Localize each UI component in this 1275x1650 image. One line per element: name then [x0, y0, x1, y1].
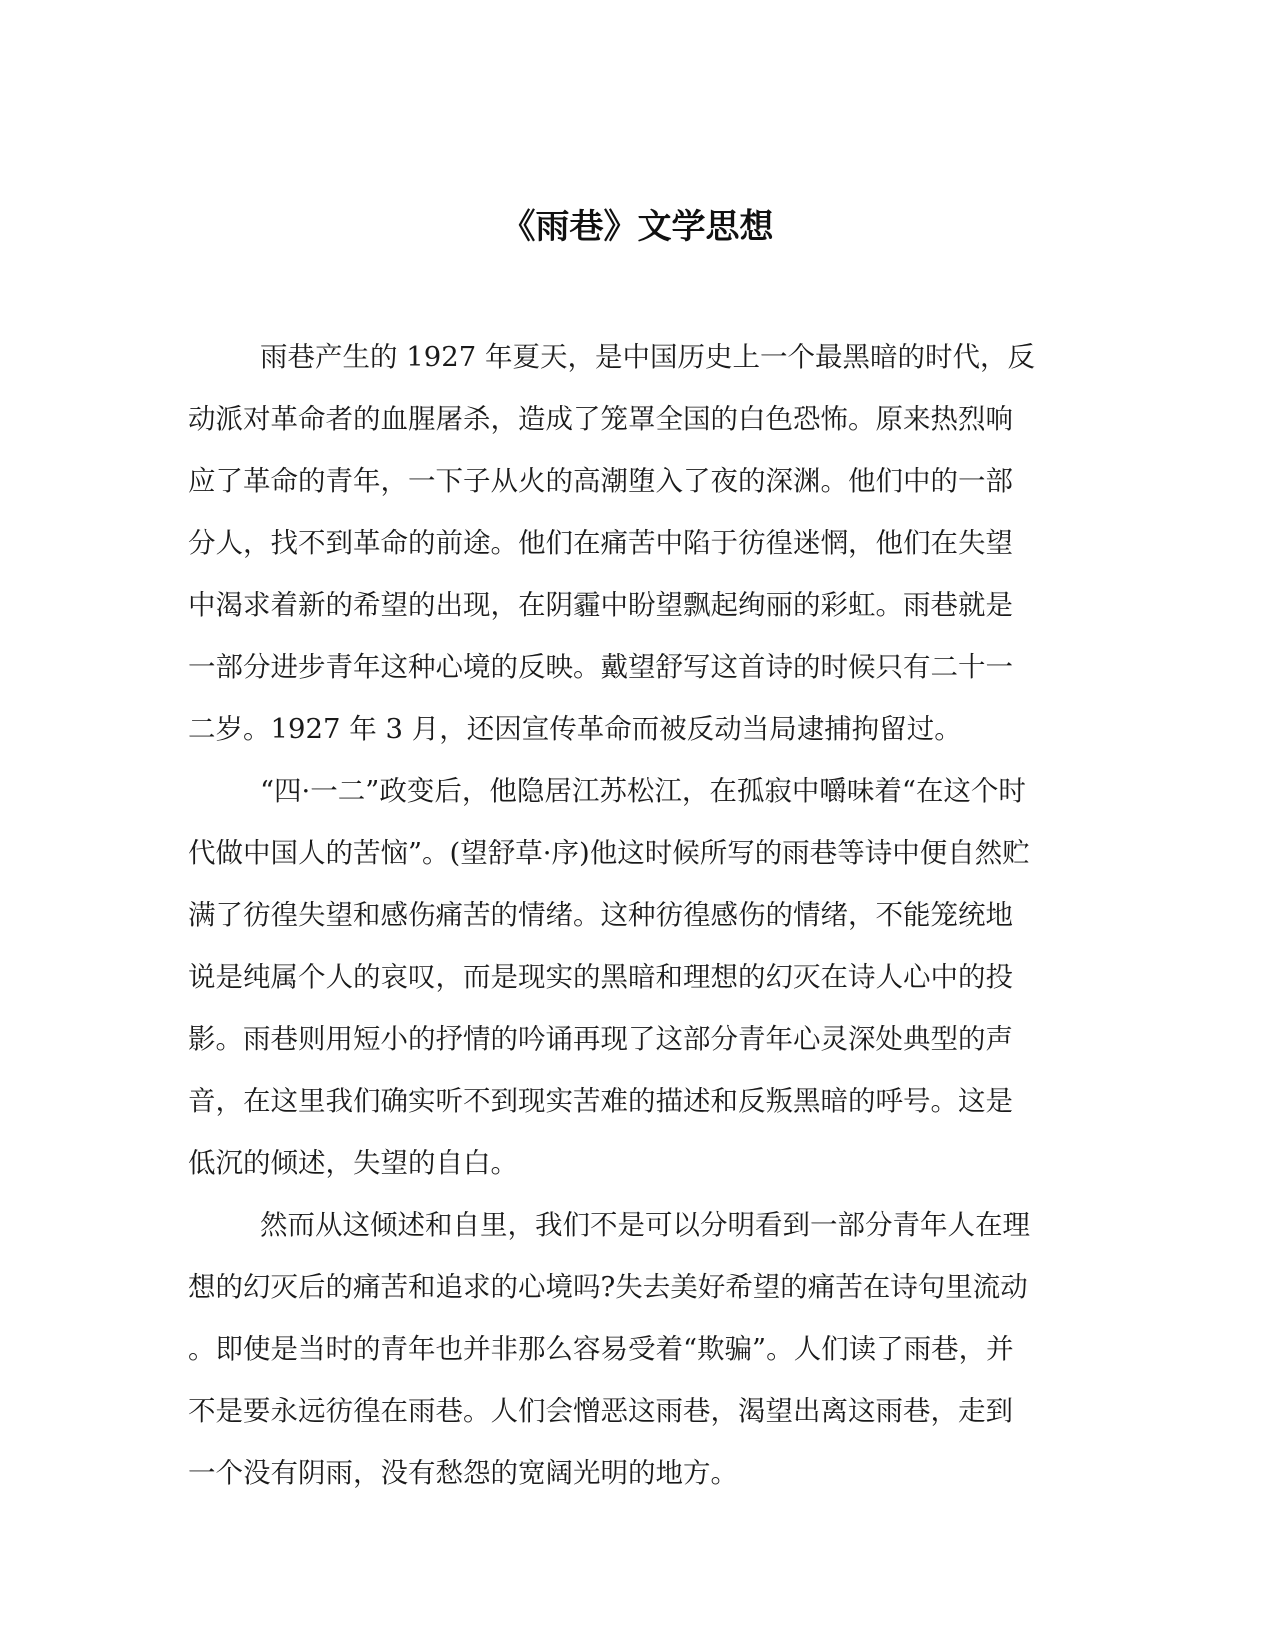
text-line: 应了革命的青年，一下子从火的高潮堕入了夜的深渊。他们中的一部	[188, 465, 1013, 497]
text-line: 中渴求着新的希望的出现，在阴霾中盼望飘起绚丽的彩虹。雨巷就是	[188, 589, 1013, 621]
body-text	[188, 326, 1068, 1504]
text-line: 满了彷徨失望和感伤痛苦的情绪。这种彷徨感伤的情绪，不能笼统地	[188, 899, 1013, 931]
text-line: 代做中国人的苦恼”。(望舒草·序)他这时候所写的雨巷等诗中便自然贮	[188, 837, 1030, 869]
text-line: 一部分进步青年这种心境的反映。戴望舒写这首诗的时候只有二十一	[188, 651, 1013, 683]
text-line: 低沉的倾述，失望的自白。	[188, 1147, 518, 1179]
text-line: 想的幻灭后的痛苦和追求的心境吗?失去美好希望的痛苦在诗句里流动	[188, 1271, 1028, 1303]
text-line: 雨巷产生的 1927 年夏天，是中国历史上一个最黑暗的时代，反	[260, 341, 1035, 373]
text-line: 影。雨巷则用短小的抒情的吟诵再现了这部分青年心灵深处典型的声	[188, 1023, 1013, 1055]
paragraph-1	[188, 326, 1068, 760]
text-line: 然而从这倾述和自里，我们不是可以分明看到一部分青年人在理	[260, 1209, 1030, 1241]
page-title: 《雨巷》文学思想	[501, 207, 774, 247]
text-line: 分人，找不到革命的前途。他们在痛苦中陷于彷徨迷惘，他们在失望	[188, 527, 1013, 559]
text-line: 一个没有阴雨，没有愁怨的宽阔光明的地方。	[188, 1457, 738, 1489]
text-line: 动派对革命者的血腥屠杀，造成了笼罩全国的白色恐怖。原来热烈响	[188, 403, 1013, 435]
text-line: “四·一二”政变后，他隐居江苏松江，在孤寂中嚼味着“在这个时	[260, 775, 1026, 807]
text-line: 不是要永远彷徨在雨巷。人们会憎恶这雨巷，渴望出离这雨巷，走到	[188, 1395, 1013, 1427]
text-line: 。即使是当时的青年也并非那么容易受着“欺骗”。人们读了雨巷，并	[188, 1333, 1014, 1365]
text-line: 说是纯属个人的哀叹，而是现实的黑暗和理想的幻灭在诗人心中的投	[188, 961, 1013, 993]
paragraph-2	[188, 760, 1068, 1194]
text-line: 音，在这里我们确实听不到现实苦难的描述和反叛黑暗的呼号。这是	[188, 1085, 1013, 1117]
text-line: 二岁。1927 年 3 月，还因宣传革命而被反动当局逮捕拘留过。	[188, 713, 962, 745]
paragraph-3	[188, 1194, 1068, 1504]
